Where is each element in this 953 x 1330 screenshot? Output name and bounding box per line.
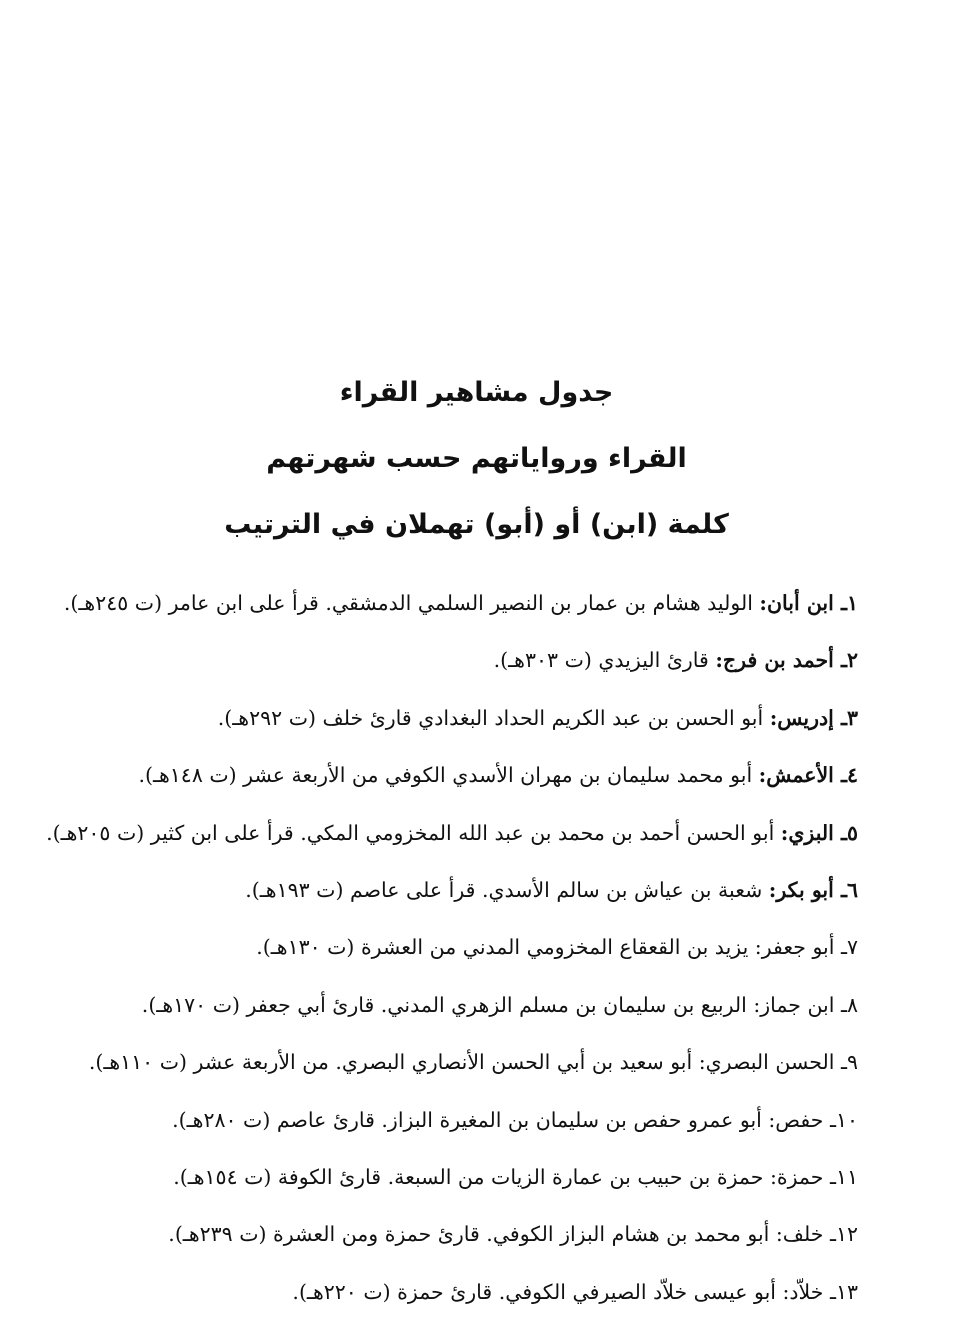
list-item: [88, 862, 858, 919]
reciters-list: [46, 575, 858, 1321]
list-item: [88, 919, 858, 976]
entry-text: ٨ـ ابن جماز: الربيع بن سليمان بن مسلم الزهري المدني. قارئ أبي جعفر (ت ١٧٠هـ).: [141, 992, 858, 1017]
entry-text: أبو الحسن أحمد بن محمد بن عبد الله المخزومي المكي. قرأ على ابن كثير (ت ٢٠٥هـ).: [46, 820, 781, 845]
entry-text: ٩ـ الحسن البصري: أبو سعيد بن أبي الحسن الأنصاري البصري. من الأربعة عشر (ت ١١٠هـ).: [88, 1050, 858, 1075]
entry-head: ٢ـ أحمد بن فرج:: [715, 648, 858, 673]
entry-head: ٦ـ أبو بكر:: [768, 877, 858, 902]
entry-text: ٧ـ أبو جعفر: يزيد بن القعقاع المخزومي المدني من العشرة (ت ١٣٠هـ).: [256, 935, 858, 960]
entry-text: أبو محمد سليمان بن مهران الأسدي الكوفي من الأربعة عشر (ت ١٤٨هـ).: [138, 763, 759, 788]
list-item: [88, 690, 858, 747]
entry-head: ٤ـ الأعمش:: [758, 763, 858, 788]
page-title: جدول مشاهير القراء: [339, 377, 614, 408]
list-item: [88, 977, 858, 1034]
entry-text: أبو الحسن بن عبد الكريم الحداد البغدادي قارئ خلف (ت ٢٩٢هـ).: [217, 705, 770, 730]
list-item: [63, 575, 858, 632]
list-item: [88, 1092, 858, 1149]
entry-text: ١٣ـ خلاّد: أبو عيسى خلاّد الصيرفي الكوفي. قارئ حمزة (ت ٢٢٠هـ).: [292, 1279, 858, 1304]
entry-text: ١٠ـ حفص: أبو عمرو حفص بن سليمان بن المغيرة البزاز. قارئ عاصم (ت ٢٨٠هـ).: [172, 1107, 858, 1132]
entry-text: شعبة بن عياش بن سالم الأسدي. قرأ على عاصم (ت ١٩٣هـ).: [245, 877, 769, 902]
entry-text: قارئ اليزيدي (ت ٣٠٣هـ).: [493, 648, 716, 673]
entry-text: الوليد هشام بن عمار بن النصير السلمي الدمشقي. قرأ على ابن عامر (ت ٢٤٥هـ).: [63, 591, 760, 615]
entry-head: ٥ـ البزي:: [780, 820, 858, 845]
list-item: [46, 805, 858, 862]
page-subtitle: القراء ورواياتهم حسب شهرتهم: [266, 443, 687, 474]
list-item: [88, 1034, 858, 1091]
headings-block: [0, 360, 953, 558]
entry-text: ١٢ـ خلف: أبو محمد بن هشام البزاز الكوفي. قارئ حمزة ومن العشرة (ت ٢٣٩هـ).: [168, 1222, 858, 1247]
list-item: [88, 1206, 858, 1263]
list-item: [88, 1264, 858, 1321]
list-item: [88, 747, 858, 804]
entry-text: ١١ـ حمزة: حمزة بن حبيب بن عمارة الزيات من السبعة. قارئ الكوفة (ت ١٥٤هـ).: [173, 1164, 858, 1189]
page-note: كلمة (ابن) أو (أبو) تهملان في الترتيب: [224, 509, 729, 540]
entry-head: ٣ـ إدريس:: [769, 705, 858, 730]
list-item: [88, 632, 858, 689]
list-item: [88, 1149, 858, 1206]
entry-head: ١ـ ابن أبان:: [759, 591, 858, 615]
